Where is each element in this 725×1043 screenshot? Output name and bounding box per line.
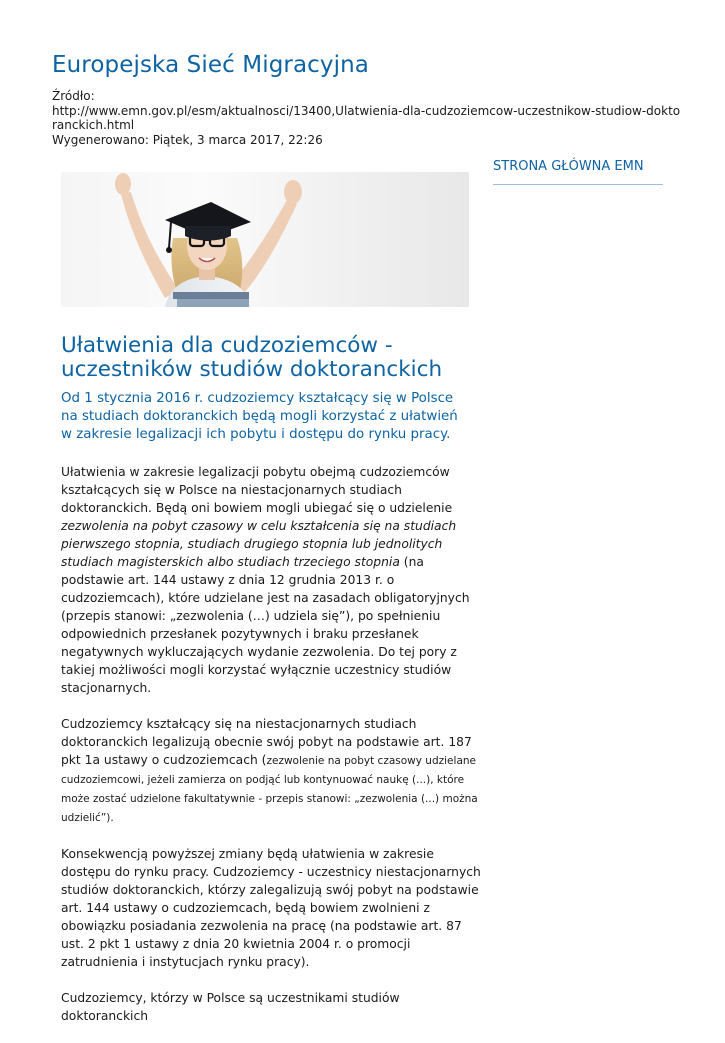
- paragraph-1-text-b: (na podstawie art. 144 ustawy z dnia 12 grudnia 2013 r. o cudzoziemcach), które udzielane jest na zasadach obligatoryjnych (przepis stanowi: „zezwolenia (…) udziela się”), po spełnieniu odpowiednich przesłanek pozytywnych i braku przesłanek negatywnych wykluczających wydanie zezwolenia. Do tej pory z takiej możliwości mogli korzystać wyłącznie uczestnicy studiów stacjonarnych.: [61, 555, 470, 695]
- article-title: Ułatwienia dla cudzoziemców - uczestników studiów doktoranckich: [61, 333, 443, 382]
- paragraph-1-emphasis: zezwolenia na pobyt czasowy w celu kształcenia się na studiach pierwszego stopnia, studiach drugiego stopnia lub jednolitych studiach magisterskich albo studiach trzeciego stopnia: [61, 519, 457, 569]
- paragraph-1: [61, 463, 481, 697]
- generated-date: Wygenerowano: Piątek, 3 marca 2017, 22:26: [52, 132, 323, 147]
- article-body: [61, 463, 481, 1043]
- paragraph-3: Konsekwencją powyższej zmiany będą ułatwienia w zakresie dostępu do rynku pracy. Cudzoziemcy - uczestnicy niestacjonarnych studiów doktoranckich, którzy zalegalizują swój pobyt na podstawie art. 144 ustawy o cudzoziemcach, będą bowiem zwolnieni z obowiązku posiadania zezwolenia na pracę (na podstawie art. 87 ust. 2 pkt 1 ustawy z dnia 20 kwietnia 2004 r. o promocji zatrudnienia i instytucjach rynku pracy).: [61, 847, 481, 969]
- paragraph-1-text-a: Ułatwienia w zakresie legalizacji pobytu obejmą cudzoziemców kształcących się w Polsce na niestacjonarnych studiach doktoranckich. Będą oni bowiem mogli ubiegać się o udzielenie: [61, 465, 453, 515]
- source-url[interactable]: http://www.emn.gov.pl/esm/aktualnosci/13400,Ulatwienia-dla-cudzoziemcow-uczestnikow-studiow-doktoranckich.html: [52, 103, 681, 132]
- article-lead: Od 1 stycznia 2016 r. cudzoziemcy kształcący się w Polsce na studiach doktoranckich będą mogli korzystać z ułatwień w zakresie legalizacji ich pobytu i dostępu do rynku pracy.: [61, 391, 458, 442]
- document-meta: [52, 89, 682, 147]
- paragraph-2-small-text: zezwolenie na pobyt czasowy udzielane cudzoziemcowi, jeżeli zamierza on podjąć lub kontynuować naukę (...), które może zostać udzielone fakultatywnie - przepis stanowi: „zezwolenia (...) można udzielić”).: [61, 755, 478, 824]
- paragraph-2: [61, 715, 481, 827]
- site-title: Europejska Sieć Migracyjna: [52, 52, 369, 78]
- hero-image: [61, 172, 469, 307]
- paragraph-2-text: Cudzoziemcy kształcący się na niestacjonarnych studiach doktoranckich legalizują obecnie swój pobyt na podstawie art. 187 pkt 1a ustawy o cudzoziemcach (: [61, 717, 472, 767]
- home-link[interactable]: STRONA GŁÓWNA EMN: [493, 159, 663, 185]
- source-label: Źródło:: [52, 89, 95, 103]
- paragraph-4: Cudzoziemcy, którzy w Polsce są uczestnikami studiów doktoranckich: [61, 991, 400, 1023]
- graduate-illustration: [61, 172, 469, 307]
